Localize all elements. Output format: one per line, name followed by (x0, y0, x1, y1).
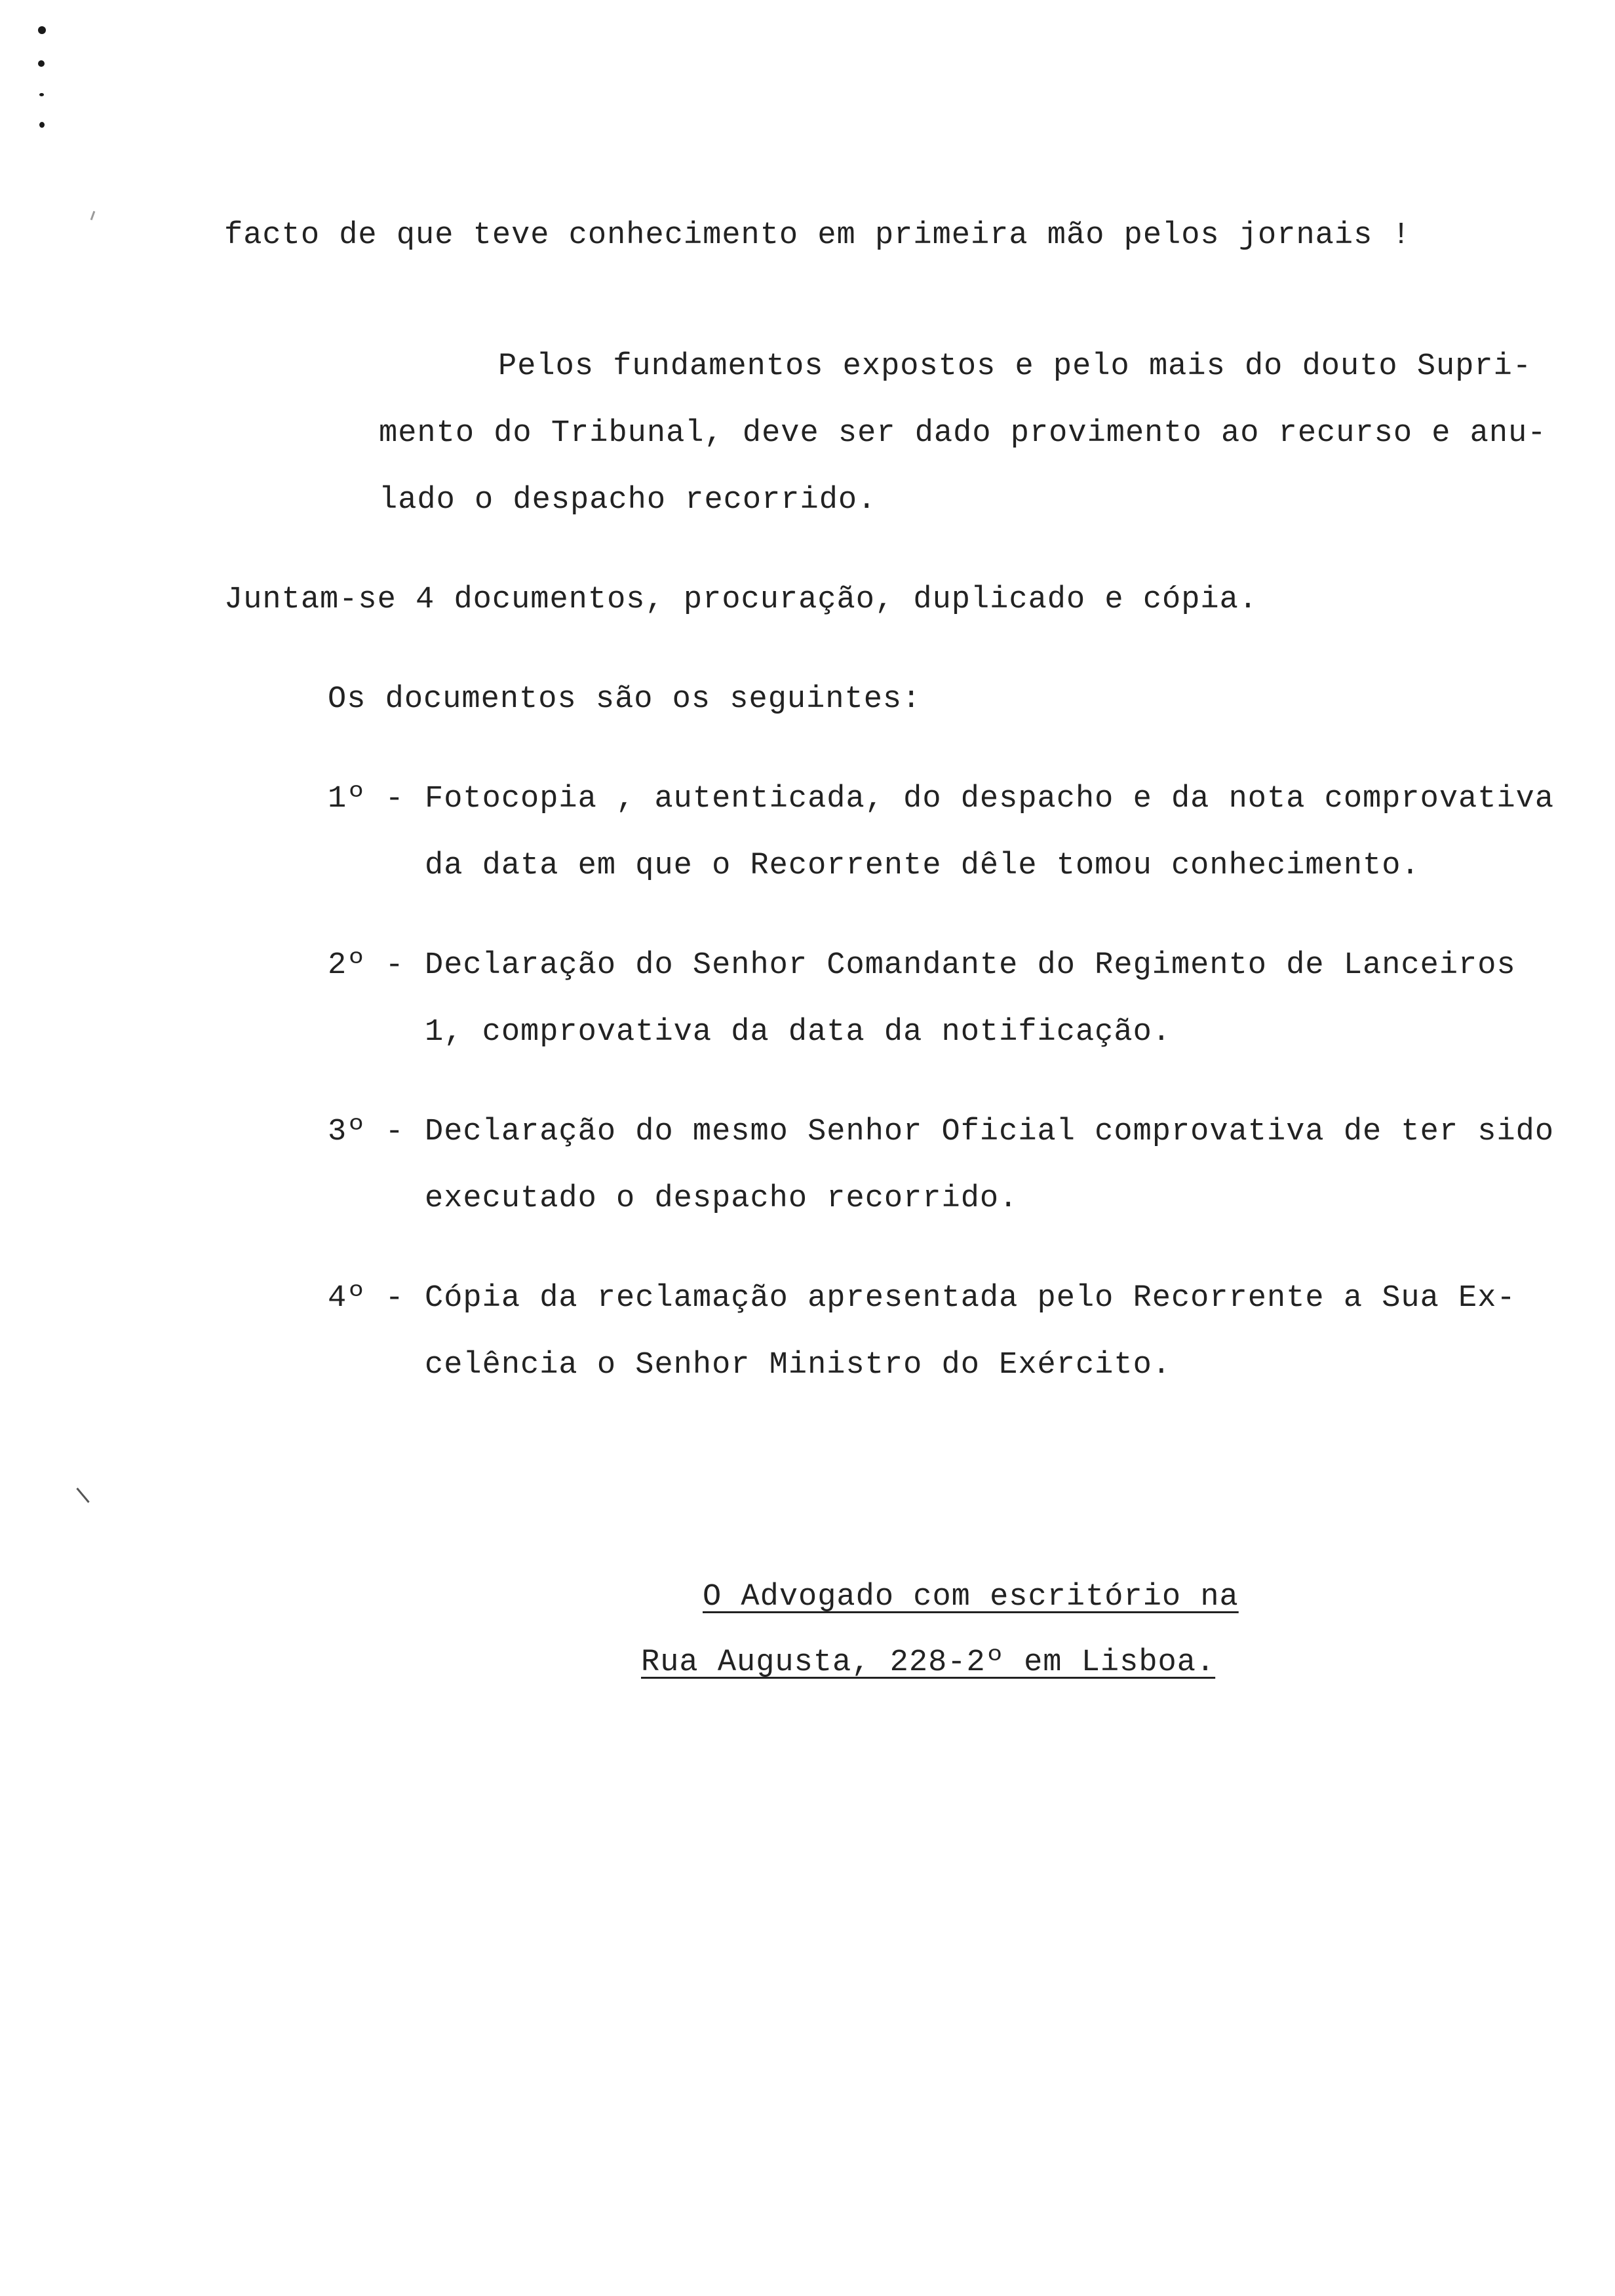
document-text-line-2: 1, comprovativa da data da notificação. (425, 1015, 1171, 1050)
document-text-line-1: Declaração do Senhor Comandante do Regimento de Lanceiros (425, 948, 1516, 983)
binding-hole-mark (39, 122, 45, 128)
document-text-line-2: celência o Senhor Ministro do Exército. (425, 1348, 1171, 1383)
conclusion-line-1: Pelos fundamentos expostos e pelo mais do douto Supri- (498, 349, 1532, 384)
signature-line-1: O Advogado com escritório na (703, 1580, 1239, 1615)
document-text-line-2: da data em que o Recorrente dêle tomou conhecimento. (425, 849, 1420, 883)
document-number: 2º - (328, 948, 404, 983)
document-text-line-1: Fotocopia , autenticada, do despacho e da nota comprovativa (425, 782, 1555, 816)
document-text-line-1: Cópia da reclamação apresentada pelo Recorrente a Sua Ex- (425, 1281, 1516, 1316)
document-number: 4º - (328, 1281, 404, 1316)
binding-hole-mark (39, 93, 44, 96)
conclusion-line-3: lado o despacho recorrido. (379, 483, 877, 518)
document-text-line-2: executado o despacho recorrido. (425, 1181, 1019, 1216)
conclusion-line-2: mento do Tribunal, deve ser dado provimento ao recurso e anu- (379, 416, 1547, 451)
documents-heading: Os documentos são os seguintes: (328, 682, 922, 717)
document-text-line-1: Declaração do mesmo Senhor Oficial comprovativa de ter sido (425, 1115, 1555, 1149)
signature-line-2: Rua Augusta, 228-2º em Lisboa. (641, 1645, 1216, 1680)
opening-line: facto de que teve conhecimento em primeira mão pelos jornais ! (224, 218, 1411, 253)
attachments-intro: Juntam-se 4 documentos, procuração, duplicado e cópia. (224, 583, 1258, 617)
paper-speck (90, 211, 96, 220)
binding-hole-mark (38, 60, 45, 67)
paper-speck (76, 1487, 89, 1502)
document-number: 1º - (328, 782, 404, 816)
binding-hole-mark (38, 26, 46, 34)
document-number: 3º - (328, 1115, 404, 1149)
